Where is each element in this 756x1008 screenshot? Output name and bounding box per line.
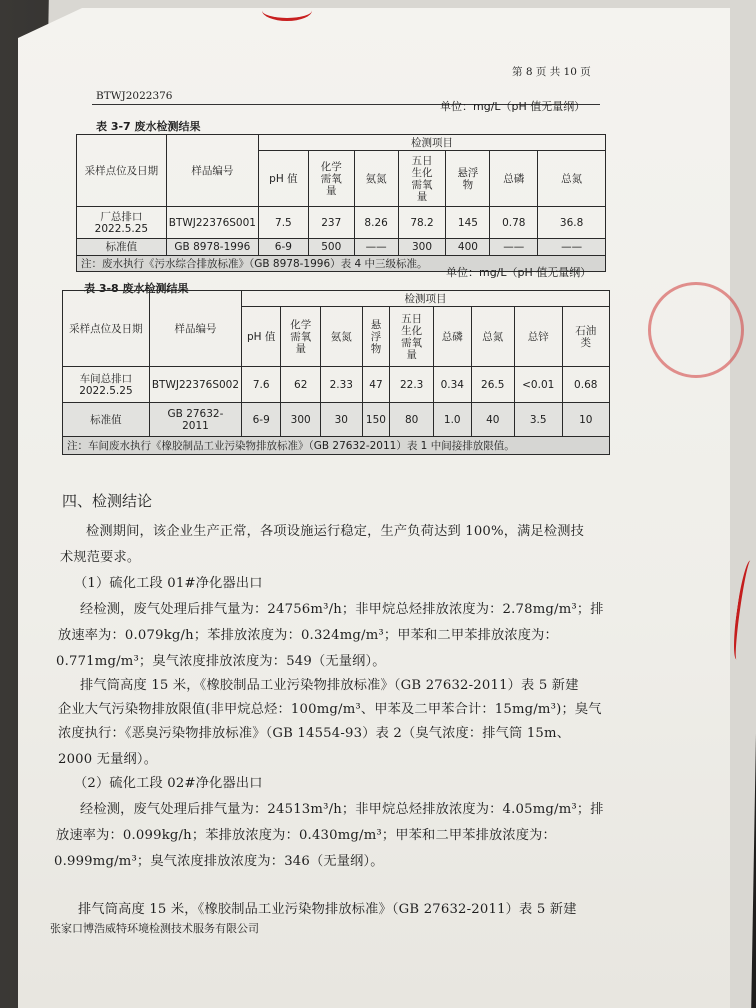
table1-std-code: GB 8978-1996: [166, 239, 258, 256]
paragraph-line: 0.771mg/m³；臭气浓度排放浓度为：549（无量纲）。: [56, 654, 386, 669]
table2-value: 47: [362, 367, 390, 403]
table1-item: 总磷: [490, 151, 538, 207]
paragraph-line: 浓度执行：《恶臭污染物排放标准》（GB 14554-93）表 2（臭气浓度：排气筒 15m、: [58, 726, 571, 741]
table1-value: 78.2: [398, 207, 446, 239]
table2-caption: 表 3-8 废水检测结果: [84, 282, 189, 295]
table1-std-value: 300: [398, 239, 446, 256]
table2-std-label: 标准值: [63, 403, 150, 437]
table1-value: 36.8: [538, 207, 606, 239]
paragraph-line: 放速率为：0.079kg/h；苯排放浓度为：0.324mg/m³；甲苯和二甲苯排放浓度为：: [58, 628, 558, 643]
subheading: （2）硫化工段 02#净化器出口: [74, 776, 263, 791]
table2-value: 22.3: [390, 367, 434, 403]
table2-sample-cell: BTWJ22376S002: [149, 367, 241, 403]
page-number: 第 8 页 共 10 页: [512, 66, 591, 78]
table2-header-group: 检测项目: [242, 291, 610, 307]
table1-value: 237: [308, 207, 354, 239]
table1-std-value: 6-9: [258, 239, 308, 256]
table2-header-site: 采样点位及日期: [63, 291, 150, 367]
table1-value: 7.5: [258, 207, 308, 239]
table2-value: 0.34: [433, 367, 471, 403]
table1-item: 悬浮物: [446, 151, 490, 207]
table2-value: <0.01: [514, 367, 562, 403]
table2-std-code: GB 27632- 2011: [149, 403, 241, 437]
table1-value: 8.26: [354, 207, 398, 239]
paragraph-line: 企业大气污染物排放限值(非甲烷总烃：100mg/m³、甲苯及二甲苯合计：15mg/m³)；臭气: [58, 702, 602, 717]
table2-std-value: 80: [390, 403, 434, 437]
table1-header-group: 检测项目: [258, 135, 605, 151]
table2-std-value: 40: [471, 403, 514, 437]
table1-caption: 表 3-7 废水检测结果: [96, 120, 201, 133]
table2-item: 总锌: [514, 307, 562, 367]
paragraph-line: 经检测，废气处理后排气量为：24513m³/h；非甲烷总烃排放浓度为：4.05mg/m³；排: [80, 802, 604, 817]
table2-item: 总氮: [471, 307, 514, 367]
table1-item: 总氮: [538, 151, 606, 207]
document-id: BTWJ2022376: [96, 90, 173, 102]
table2-site-cell: 车间总排口 2022.5.25: [63, 367, 150, 403]
table2-value: 2.33: [321, 367, 362, 403]
table2-item: pH 值: [242, 307, 281, 367]
table2-item: 氨氮: [321, 307, 362, 367]
table1-item: 化学需氧量: [308, 151, 354, 207]
table1-header-site: 采样点位及日期: [77, 135, 167, 207]
table1-site-cell: 厂总排口 2022.5.25: [77, 207, 167, 239]
table2-unit: 单位：mg/L（pH 值无量纲）: [446, 266, 592, 279]
table2-value: 0.68: [562, 367, 610, 403]
table1-header-sample: 样品编号: [166, 135, 258, 207]
table1-value: 0.78: [490, 207, 538, 239]
table1-item: 五日生化需氧量: [398, 151, 446, 207]
table2-item: 化学需氧量: [281, 307, 321, 367]
table1-note: 注：废水执行《污水综合排放标准》（GB 8978-1996）表 4 中三级标准。: [77, 256, 606, 272]
table1-unit: 单位：mg/L（pH 值无量纲）: [440, 100, 586, 113]
table1-value: 145: [446, 207, 490, 239]
table2-std-value: 30: [321, 403, 362, 437]
table2-std-value: 300: [281, 403, 321, 437]
table2-std-value: 150: [362, 403, 390, 437]
table1: [76, 134, 606, 272]
paragraph-line: 2000 无量纲）。: [58, 752, 158, 767]
table2-item: 总磷: [433, 307, 471, 367]
table1-sample-cell: BTWJ22376S001: [166, 207, 258, 239]
table1-std-value: 400: [446, 239, 490, 256]
table2-std-value: 1.0: [433, 403, 471, 437]
table2-note: 注：车间废水执行《橡胶制品工业污染物排放标准》（GB 27632-2011）表 1 中间接排放限值。: [63, 437, 610, 455]
section-heading: 四、检测结论: [62, 492, 153, 510]
table2-value: 26.5: [471, 367, 514, 403]
subheading: （1）硫化工段 01#净化器出口: [74, 576, 263, 591]
table1-std-value: ——: [490, 239, 538, 256]
footer-company: 张家口博浩威特环境检测技术服务有限公司: [50, 922, 259, 935]
table1-std-label: 标准值: [77, 239, 167, 256]
table2-value: 62: [281, 367, 321, 403]
table2: [62, 290, 610, 455]
paragraph-line: 检测期间，该企业生产正常，各项设施运行稳定，生产负荷达到 100%，满足检测技: [86, 524, 585, 539]
table2-std-value: 3.5: [514, 403, 562, 437]
paragraph-line: 术规范要求。: [60, 550, 141, 565]
table2-value: 7.6: [242, 367, 281, 403]
paragraph-line: 排气筒高度 15 米，《橡胶制品工业污染物排放标准》（GB 27632-2011）表 5 新建: [78, 902, 577, 917]
table2-item: 悬浮物: [362, 307, 390, 367]
table2-item: 五日生化需氧量: [390, 307, 434, 367]
table1-item: pH 值: [258, 151, 308, 207]
table2-std-value: 6-9: [242, 403, 281, 437]
table2-item: 石油类: [562, 307, 610, 367]
table1-std-value: ——: [354, 239, 398, 256]
paragraph-line: 0.999mg/m³；臭气浓度排放浓度为：346（无量纲）。: [54, 854, 384, 869]
table1-std-value: ——: [538, 239, 606, 256]
paragraph-line: 排气筒高度 15 米，《橡胶制品工业污染物排放标准》（GB 27632-2011）表 5 新建: [80, 678, 579, 693]
paragraph-line: 放速率为：0.099kg/h；苯排放浓度为：0.430mg/m³；甲苯和二甲苯排放浓度为：: [56, 828, 556, 843]
table2-std-value: 10: [562, 403, 610, 437]
table1-item: 氨氮: [354, 151, 398, 207]
table1-std-value: 500: [308, 239, 354, 256]
paragraph-line: 经检测，废气处理后排气量为：24756m³/h；非甲烷总烃排放浓度为：2.78mg/m³；排: [80, 602, 604, 617]
table2-header-sample: 样品编号: [149, 291, 241, 367]
